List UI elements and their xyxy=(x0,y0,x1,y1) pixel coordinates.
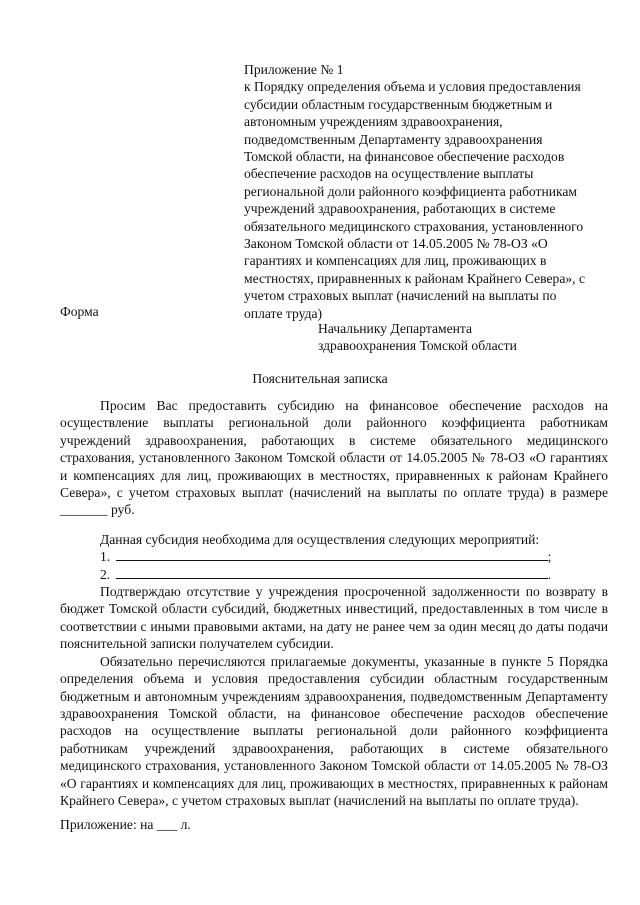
blank-line xyxy=(116,566,548,579)
attachment-line: Приложение: на ___ л. xyxy=(60,817,191,832)
list-item xyxy=(60,566,608,583)
appendix-block xyxy=(244,61,604,322)
list-item-number: 1. xyxy=(100,549,114,565)
form-label: Форма xyxy=(60,304,99,319)
confirmation-paragraph: Подтверждаю отсутствие у учреждения просроченной задолженности по возврату в бюджет Томской области субсидий, бюджетных инвестиций, предоставленных в том числе в соответствии с иными правовыми актами, на дату не ранее чем за один месяц до даты подачи пояснительной записки получателем субсидии. xyxy=(60,584,608,652)
appendix-number: Приложение № 1 xyxy=(244,62,344,77)
blank-line xyxy=(116,548,548,561)
list-item-end: . xyxy=(547,566,551,582)
document-title: Пояснительная записка xyxy=(252,371,388,386)
appendix-text: к Порядку определения объема и условия предоставления субсидии областным государственным бюджетным и автономным учреждениям здравоохранения, подведомственным Департаменту здравоохранения Томской области, на финансовое обеспечение расходов обеспечение расходов на осуществление выплаты региональной доли районного коэффициента работникам учреждений здравоохранения, работающих в системе обязательного медицинского страхования, установленного Законом Томской области от 14.05.2005 № 78-ОЗ «О гарантиях и компенсациях для лиц, проживающих в местностях, приравненных к районам Крайнего Севера», с учетом страховых выплат (начислений на выплаты по оплате труда) xyxy=(244,79,586,321)
list-item xyxy=(60,548,608,565)
request-paragraph: Просим Вас предоставить субсидию на финансовое обеспечение расходов на осуществление выплаты региональной доли районного коэффициента работникам учреждений здравоохранения, работающих в системе обязательного медицинского страхования, установленного Законом Томской области от 14.05.2005 № 78-ОЗ «О гарантиях и компенсациях для лиц, проживающих в местностях, приравненных к районам Крайнего Севера», с учетом страховых выплат (начислений на выплаты по оплате труда) в размере _______ руб. xyxy=(60,398,608,518)
list-intro: Данная субсидия необходима для осуществления следующих мероприятий: xyxy=(100,531,540,547)
documents-paragraph: Обязательно перечисляются прилагаемые документы, указанные в пункте 5 Порядка определения объема и условия предоставления субсидии областным государственным бюджетным и автономным учреждениям здравоохранения, подведомственным Департаменту здравоохранения Томской области, на финансовое обеспечение расходов обеспечение расходов на осуществление выплаты региональной доли районного коэффициента работникам учреждений здравоохранения, работающих в системе обязательного медицинского страхования, установленного Законом Томской области от 14.05.2005 № 78-ОЗ «О гарантиях и компенсациях для лиц, проживающих в местностях, приравненных к районам Крайнего Севера», с учетом страховых выплат (начислений на выплаты по оплате труда). xyxy=(60,653,608,808)
list-item-end: ; xyxy=(547,549,552,565)
addressee: Начальнику Департамента здравоохранения Томской области xyxy=(318,321,517,354)
list-item-number: 2. xyxy=(100,566,114,582)
document-body xyxy=(60,397,608,809)
